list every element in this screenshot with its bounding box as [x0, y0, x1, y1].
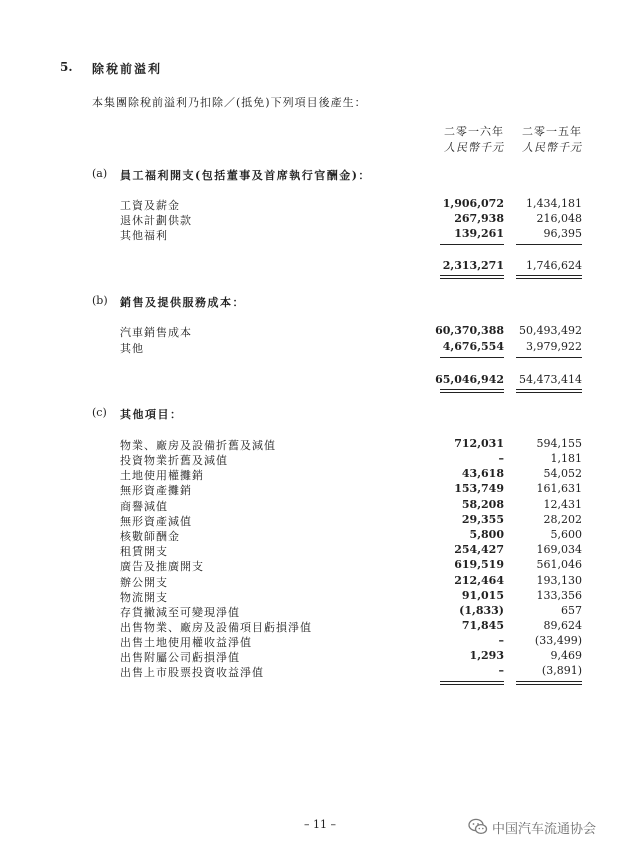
subtotal-rule	[440, 357, 504, 358]
total-row	[0, 373, 640, 388]
table-row	[0, 634, 640, 649]
table-row	[0, 543, 640, 558]
value-2015: 28,202	[543, 513, 582, 526]
row-label: 物業、廠房及設備折舊及減值	[120, 439, 276, 452]
table-row	[0, 604, 640, 619]
value-2015: 9,469	[550, 649, 582, 662]
value-2015: (3,891)	[541, 664, 582, 677]
subtotal-rule	[516, 357, 582, 358]
table-row	[0, 528, 640, 543]
section-intro: 本集團除稅前溢利乃扣除／(抵免)下列項目後產生：	[92, 96, 367, 109]
total-2016: 2,313,271	[442, 259, 504, 272]
table-row	[0, 467, 640, 482]
row-label: 核數師酬金	[120, 530, 180, 543]
column-year: 二零一六年	[444, 125, 504, 138]
row-label: 其他福利	[120, 229, 168, 242]
value-2015: 50,493,492	[519, 324, 582, 337]
value-2016: –	[498, 452, 504, 465]
table-row	[0, 498, 640, 513]
total-2015: 54,473,414	[519, 373, 582, 386]
value-2015: 216,048	[536, 212, 582, 225]
table-row	[0, 324, 640, 339]
group-b-label: (b)	[92, 294, 108, 307]
row-label: 工資及薪金	[120, 199, 180, 212]
row-label: 退休計劃供款	[120, 214, 192, 227]
group-c-label: (c)	[92, 406, 107, 419]
value-2015: 133,356	[536, 589, 582, 602]
value-2015: 1,434,181	[526, 197, 582, 210]
total-2015: 1,746,624	[526, 259, 582, 272]
table-row	[0, 558, 640, 573]
wechat-icon	[468, 818, 488, 836]
table-row	[0, 589, 640, 604]
value-2015: 169,034	[536, 543, 582, 556]
total-double-rule	[440, 681, 504, 685]
value-2016: 267,938	[454, 212, 504, 225]
value-2016: –	[498, 664, 504, 677]
row-label: 廣告及推廣開支	[120, 560, 204, 573]
table-row	[0, 227, 640, 242]
value-2016: 58,208	[461, 498, 504, 511]
row-label: 出售附屬公司虧損淨值	[120, 651, 240, 664]
row-label: 其他	[120, 342, 144, 355]
value-2015: 12,431	[543, 498, 582, 511]
value-2016: 139,261	[454, 227, 504, 240]
value-2015: 3,979,922	[526, 340, 582, 353]
value-2016: 4,676,554	[442, 340, 504, 353]
row-label: 土地使用權攤銷	[120, 469, 204, 482]
value-2015: 161,631	[536, 482, 582, 495]
group-a-title: 員工福利開支(包括董事及首席執行官酬金)：	[120, 169, 371, 182]
row-label: 物流開支	[120, 591, 168, 604]
table-row	[0, 212, 640, 227]
value-2016: 212,464	[454, 574, 504, 587]
table-row	[0, 452, 640, 467]
value-2015: 54,052	[543, 467, 582, 480]
total-double-rule	[516, 681, 582, 685]
table-row	[0, 664, 640, 679]
column-header-2016	[424, 124, 504, 156]
table-row	[0, 574, 640, 589]
value-2015: 193,130	[536, 574, 582, 587]
page-number: – 11 –	[304, 818, 336, 831]
total-double-rule	[516, 275, 582, 279]
row-label: 出售上市股票投資收益淨值	[120, 666, 264, 679]
subtotal-rule	[516, 244, 582, 245]
value-2015: 561,046	[536, 558, 582, 571]
group-a-label: (a)	[92, 167, 108, 180]
subtotal-rule	[440, 244, 504, 245]
value-2016: 43,618	[461, 467, 504, 480]
table-row	[0, 513, 640, 528]
table-row	[0, 197, 640, 212]
value-2016: –	[498, 634, 504, 647]
watermark	[468, 816, 596, 838]
value-2016: 712,031	[454, 437, 504, 450]
table-row	[0, 437, 640, 452]
total-2016: 65,046,942	[435, 373, 504, 386]
value-2015: 657	[561, 604, 582, 617]
value-2016: 619,519	[454, 558, 504, 571]
value-2016: 254,427	[454, 543, 504, 556]
value-2016: 91,015	[461, 589, 504, 602]
section-number: 5.	[60, 60, 73, 74]
row-label: 投資物業折舊及減值	[120, 454, 228, 467]
value-2016: 29,355	[461, 513, 504, 526]
value-2016: 60,370,388	[435, 324, 504, 337]
row-label: 無形資產減值	[120, 515, 192, 528]
value-2016: 5,800	[469, 528, 504, 541]
value-2016: 71,845	[461, 619, 504, 632]
value-2015: 96,395	[543, 227, 582, 240]
row-label: 無形資產攤銷	[120, 484, 192, 497]
table-row	[0, 619, 640, 634]
total-row	[0, 259, 640, 274]
section-title: 除稅前溢利	[92, 62, 163, 76]
value-2015: 89,624	[543, 619, 582, 632]
row-label: 汽車銷售成本	[120, 326, 192, 339]
table-row	[0, 340, 640, 355]
value-2015: (33,499)	[534, 634, 582, 647]
total-double-rule	[440, 275, 504, 279]
column-header-2015	[502, 124, 582, 156]
value-2016: 1,293	[469, 649, 504, 662]
column-year: 二零一五年	[522, 125, 582, 138]
value-2015: 594,155	[536, 437, 582, 450]
value-2016: 153,749	[454, 482, 504, 495]
table-row	[0, 482, 640, 497]
table-row	[0, 649, 640, 664]
column-unit: 人民幣千元	[522, 141, 582, 154]
row-label: 商譽減值	[120, 500, 168, 513]
total-double-rule	[440, 389, 504, 393]
row-label: 租賃開支	[120, 545, 168, 558]
value-2015: 5,600	[550, 528, 582, 541]
group-c-title: 其他項目：	[120, 408, 183, 421]
value-2016: 1,906,072	[442, 197, 504, 210]
row-label: 出售物業、廠房及設備項目虧損淨值	[120, 621, 312, 634]
column-unit: 人民幣千元	[444, 141, 504, 154]
total-double-rule	[516, 389, 582, 393]
row-label: 辦公開支	[120, 576, 168, 589]
row-label: 存貨撇減至可變現淨值	[120, 606, 240, 619]
value-2015: 1,181	[550, 452, 582, 465]
value-2016: (1,833)	[459, 604, 504, 617]
row-label: 出售土地使用權收益淨值	[120, 636, 252, 649]
watermark-text: 中国汽车流通协会	[492, 821, 597, 837]
group-b-title: 銷售及提供服務成本：	[120, 296, 245, 309]
